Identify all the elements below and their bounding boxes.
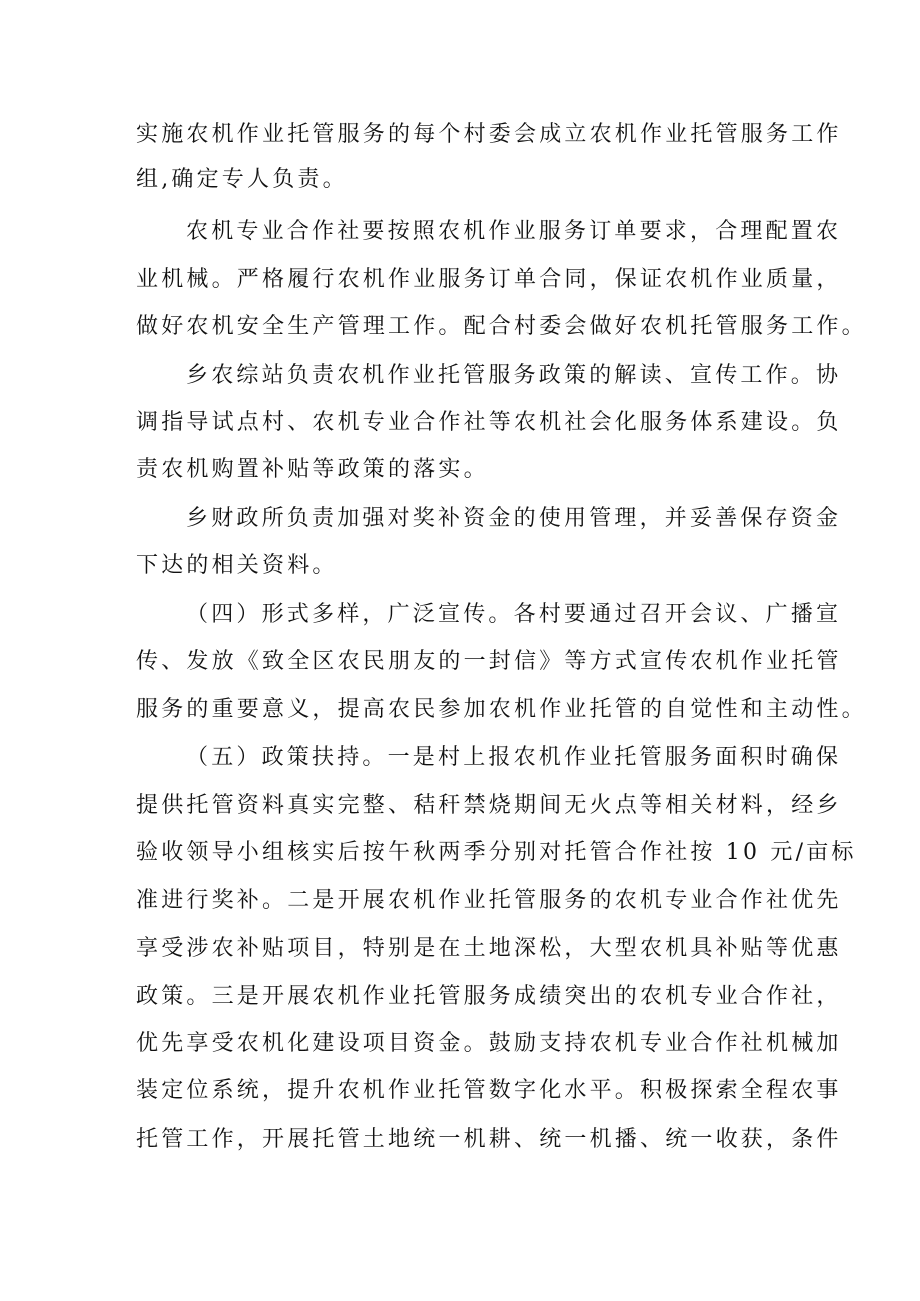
text-line: 实施农机作业托管服务的每个村委会成立农机作业托管服务工作 xyxy=(136,122,842,147)
paragraph-start-line: 乡财政所负责加强对奖补资金的使用管理，并妥善保存资金 xyxy=(186,506,842,531)
text-line: 责农机购置补贴等政策的落实。 xyxy=(136,457,489,482)
text-line: 传、发放《致全区农民朋友的一封信》等方式宣传农机作业托管 xyxy=(136,649,842,674)
paragraph-start-line: （四）形式多样，广泛宣传。各村要通过召开会议、广播宣 xyxy=(186,602,842,627)
text-line: 享受涉农补贴项目，特别是在土地深松，大型农机具补贴等优惠 xyxy=(136,936,842,961)
text-line: 下达的相关资料。 xyxy=(136,553,338,578)
paragraph-start-line: （五）政策扶持。一是村上报农机作业托管服务面积时确保 xyxy=(186,745,842,770)
text-line: 优先享受农机化建设项目资金。鼓励支持农机专业合作社机械加 xyxy=(136,1031,842,1056)
text-line: 托管工作，开展托管土地统一机耕、统一机播、统一收获，条件 xyxy=(136,1127,842,1152)
text-line: 验收领导小组核实后按午秋两季分别对托管合作社按 10 元/亩标 xyxy=(136,840,857,865)
text-line: 政策。三是开展农机作业托管服务成绩突出的农机专业合作社， xyxy=(136,984,842,1009)
text-line: 组,确定专人负责。 xyxy=(136,167,348,192)
text-line: 业机械。严格履行农机作业服务订单合同，保证农机作业质量， xyxy=(136,267,842,292)
text-line: 服务的重要意义，提高农民参加农机作业托管的自觉性和主动性。 xyxy=(136,697,867,722)
text-line: 提供托管资料真实完整、秸秆禁烧期间无火点等相关材料，经乡 xyxy=(136,793,842,818)
text-line: 做好农机安全生产管理工作。配合村委会做好农机托管服务工作。 xyxy=(136,314,867,339)
text-line: 调指导试点村、农机专业合作社等农机社会化服务体系建设。负 xyxy=(136,410,842,435)
paragraph-start-line: 农机专业合作社要按照农机作业服务订单要求，合理配置农 xyxy=(186,219,842,244)
text-line: 准进行奖补。二是开展农机作业托管服务的农机专业合作社优先 xyxy=(136,888,842,913)
paragraph-start-line: 乡农综站负责农机作业托管服务政策的解读、宣传工作。协 xyxy=(186,363,842,388)
text-line: 装定位系统，提升农机作业托管数字化水平。积极探索全程农事 xyxy=(136,1078,842,1103)
